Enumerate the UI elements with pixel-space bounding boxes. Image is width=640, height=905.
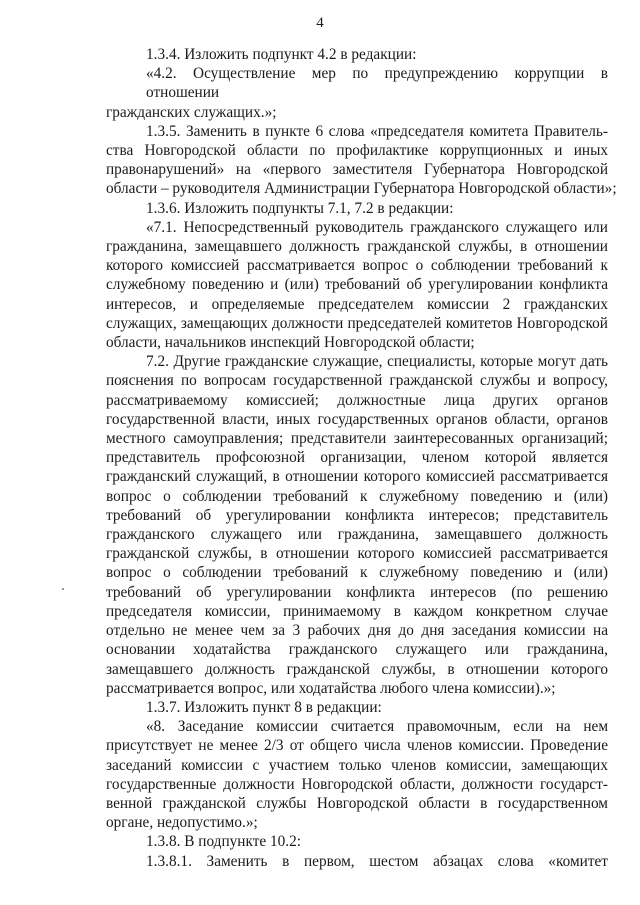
paragraph xyxy=(106,218,608,352)
paragraph-line: рассматриваемому комиссией; должностные лица других органов xyxy=(106,391,608,409)
paragraph-line: отдельно не менее чем за 3 рабочих дня до дня заседания комиссии на xyxy=(106,622,608,640)
paragraph-line: гражданина, замещавшего должность гражданской службы, в отношении xyxy=(106,238,608,256)
paragraph-line: государственные должности Новгородской области, должности государст- xyxy=(106,775,608,793)
paragraph-line: служащих, замещающих должности председателей комитетов Новгородской xyxy=(106,314,608,332)
paragraph-line: присутствует не менее 2/3 от общего числа членов комиссии. Проведение xyxy=(106,737,608,755)
paragraph-line: «8. Заседание комиссии считается правомочным, если на нем xyxy=(146,718,608,736)
paragraph-line: 1.3.8.1. Заменить в первом, шестом абзацах слова «комитет xyxy=(146,852,608,870)
paragraph-line: требований об урегулировании конфликта интересов; представитель xyxy=(106,506,608,524)
paragraph-line: рассматривается вопрос, или ходатайства любого члена комиссии).»; xyxy=(106,679,556,697)
paragraph-line: представитель профсоюзной организации, членом которой является xyxy=(106,449,608,467)
paragraph xyxy=(106,199,608,218)
paragraph-line: которого комиссией рассматривается вопрос о соблюдении требований к xyxy=(106,257,608,275)
paragraph-line: области, начальников инспекций Новгородской области; xyxy=(106,334,475,352)
paragraph xyxy=(106,122,617,199)
paragraph-line: 1.3.6. Изложить подпункты 7.1, 7.2 в редакции: xyxy=(146,199,454,217)
document-body xyxy=(106,45,617,871)
paragraph-line: ства Новгородской области по профилактике коррупционных и иных xyxy=(106,142,608,160)
paragraph-line: гражданских служащих.»; xyxy=(106,103,277,121)
paragraph xyxy=(106,717,608,832)
paragraph-line: местного самоуправления; представители заинтересованных организаций; xyxy=(106,430,608,448)
paragraph-line: вопрос о соблюдении требований к служебному поведению и (или) xyxy=(106,564,608,582)
paragraph xyxy=(106,64,608,122)
paragraph xyxy=(106,45,608,64)
paragraph-line: 7.2. Другие гражданские служащие, специалисты, которые могут дать xyxy=(146,353,608,371)
paragraph-line: председателя комиссии, принимаемому в каждом конкретном случае xyxy=(106,602,608,620)
paragraph-line: вопрос о соблюдении требований к служебному поведению и (или) xyxy=(106,487,608,505)
paragraph-line: «4.2. Осуществление мер по предупреждению коррупции в отношении xyxy=(146,65,608,102)
paragraph xyxy=(106,352,608,698)
paragraph-line: основании ходатайства гражданского служащего или гражданина, xyxy=(106,641,608,659)
paragraph-line: интересов, и определяемые председателем комиссии 2 гражданских xyxy=(106,295,608,313)
paragraph-line: гражданского служащего или гражданина, замещавшего должность xyxy=(106,526,608,544)
paragraph xyxy=(106,698,608,717)
paragraph-line: гражданской службы, в отношении которого комиссией рассматривается xyxy=(106,545,608,563)
paragraph-line: замещавшего должность гражданской службы, в отношении которого xyxy=(106,660,608,678)
paragraph-line: 1.3.8. В подпункте 10.2: xyxy=(146,833,302,851)
paragraph-line: служебному поведению и (или) требований об урегулировании конфликта xyxy=(106,276,608,294)
paragraph-line: 1.3.7. Изложить пункт 8 в редакции: xyxy=(146,698,382,716)
paragraph-line: 1.3.5. Заменить в пункте 6 слова «председателя комитета Правитель- xyxy=(146,122,608,140)
paragraph-line: пояснения по вопросам государственной гражданской службы и вопросу, xyxy=(106,372,608,390)
paragraph-line: «7.1. Непосредственный руководитель гражданского служащего или xyxy=(146,218,608,236)
page-number: 4 xyxy=(316,15,324,31)
paragraph xyxy=(106,832,608,851)
paragraph-line: государственной власти, иных государственных органов области, органов xyxy=(106,410,608,428)
paragraph xyxy=(106,852,608,871)
paragraph-line: правонарушений» на «первого заместителя Губернатора Новгородской xyxy=(106,161,608,179)
paragraph-line: 1.3.4. Изложить подпункт 4.2 в редакции: xyxy=(146,46,417,63)
paragraph-line: гражданский служащий, в отношении которого комиссией рассматривается xyxy=(106,468,608,486)
scan-speck xyxy=(62,588,64,590)
paragraph-line: венной гражданской службы Новгородской области в государственном xyxy=(106,794,608,812)
paragraph-line: требований об урегулировании конфликта интересов (по решению xyxy=(106,583,608,601)
paragraph-line: органе, недопустимо.»; xyxy=(106,814,258,832)
paragraph-line: области – руководителя Администрации Губернатора Новгородской области»; xyxy=(106,180,617,198)
paragraph-line: заседаний комиссии с участием только членов комиссии, замещающих xyxy=(106,756,608,774)
